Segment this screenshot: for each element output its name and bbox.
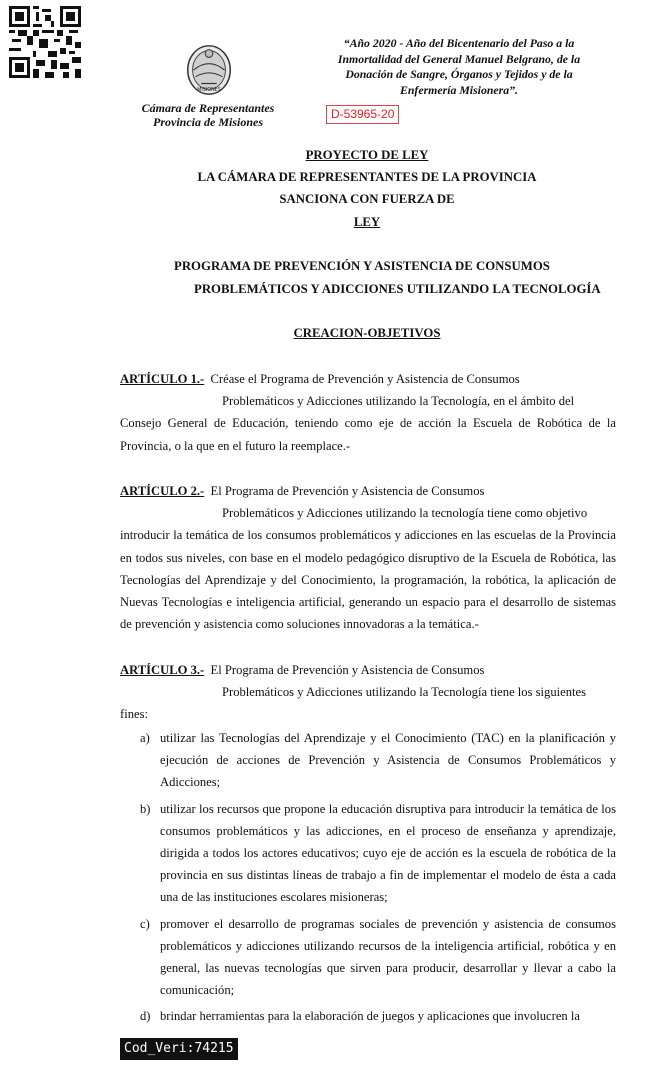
article-2 — [120, 480, 616, 635]
article-1 — [120, 368, 616, 457]
programa-title-line-1: PROGRAMA DE PREVENCIÓN Y ASISTENCIA DE CONSUMOS — [174, 259, 550, 273]
programa-title-line-2: PROBLEMÁTICOS Y ADICCIONES UTILIZANDO LA TECNOLOGÍA — [194, 282, 601, 296]
article-1-label: ARTÍCULO 1.- — [120, 372, 205, 386]
list-item — [120, 798, 616, 909]
proyecto-heading: PROYECTO DE LEY — [305, 148, 429, 162]
camara-line-2: SANCIONA CON FUERZA DE — [279, 192, 455, 206]
article-3-label: ARTÍCULO 3.- — [120, 663, 205, 677]
chamber-name — [122, 101, 294, 129]
list-item-text: utilizar las Tecnologías del Aprendizaje y el Conocimiento (TAC) en la planificación y ejecución de acciones de Prevención y Asistencia de Consumos Problemáticos y Adicciones; — [160, 731, 616, 790]
chamber-line-1: Cámara de Representantes — [141, 101, 275, 115]
list-item — [120, 727, 616, 794]
article-1-text: Consejo General de Educación, teniendo como eje de acción la Escuela de Robótica de la Provincia, o la que en el futuro la reemplace.- — [120, 416, 616, 453]
list-item-marker: a) — [140, 731, 150, 745]
list-item-text: utilizar los recursos que propone la educación disruptiva para introducir la temática de los consumos problemáticos y las adicciones, en el proceso de enseñanza y aprendizaje, dirigida a todos los actores educativos; cuyo eje de acción es la escuela de robótica de la provincia en sus distintas líneas de trabajo a fin de implementar el modelo de ésta a cada una de las instituciones escolares misioneras; — [160, 801, 616, 905]
provincial-seal-icon — [180, 40, 238, 98]
list-item-marker: c) — [140, 916, 150, 931]
article-2-text: introducir la temática de los consumos problemáticos y adicciones en las escuelas de la Provincia en todos sus niveles, con base en el modelo pedagógico disruptivo de la Escuela de Robótica, las Tecnologías del Aprendizaje y del Conocimiento, la programación, la robótica, la aplicación de Nuevas Tecnologías e inteligencia artificial, generando un espacio para el desarrollo de sistemas de prevención y asistencia como soluciones innovadoras a la temática.- — [120, 528, 616, 632]
qr-code — [9, 6, 81, 78]
list-item — [120, 913, 616, 1002]
chamber-line-2: Provincia de Misiones — [153, 115, 263, 129]
article-2-label: ARTÍCULO 2.- — [120, 484, 205, 498]
expediente-stamp: D-53965-20 — [326, 105, 399, 124]
article-2-second-line: Problemáticos y Adicciones utilizando la tecnología tiene como objetivo — [222, 506, 588, 521]
article-1-second-line: Problemáticos y Adicciones utilizando la Tecnología, en el ámbito del — [222, 394, 575, 409]
svg-text:MISIONES: MISIONES — [197, 88, 221, 94]
camara-line-1: LA CÁMARA DE REPRESENTANTES DE LA PROVINCIA — [197, 170, 537, 184]
year-motto: “Año 2020 - Año del Bicentenario del Paso a la Inmortalidad del General Manuel Belgrano, de la Donación de Sangre, Órganos y Tejidos y de la Enfermería Misionera”. — [337, 36, 581, 97]
list-item-text: promover el desarrollo de programas sociales de prevención y asistencia de consumos problemáticos y adicciones utilizando recursos de la inteligencia artificial, robótica y en general, las nuevas tecnologías que sirven para producir, desarrollar y llevar a cabo la comunicación; — [160, 916, 616, 998]
list-item — [120, 1005, 616, 1027]
verification-code: Cod_Veri:74215 — [120, 1038, 238, 1060]
article-3 — [120, 659, 616, 726]
ley-heading: LEY — [353, 215, 381, 229]
article-1-first-line: Créase el Programa de Prevención y Asistencia de Consumos — [210, 372, 520, 386]
article-3-second-line: Problemáticos y Adicciones utilizando la Tecnología tiene los siguientes — [222, 685, 587, 700]
list-item-marker: b) — [140, 801, 151, 816]
article-3-list — [120, 727, 616, 1032]
list-item-marker: d) — [140, 1009, 151, 1024]
list-item-text: brindar herramientas para la elaboración de juegos y aplicaciones que involucren la — [160, 1009, 580, 1024]
section-heading: CREACION-OBJETIVOS — [293, 326, 441, 340]
article-3-first-line: El Programa de Prevención y Asistencia de Consumos — [210, 663, 485, 677]
article-3-text: fines: — [120, 707, 148, 722]
article-2-first-line: El Programa de Prevención y Asistencia de Consumos — [210, 484, 485, 498]
